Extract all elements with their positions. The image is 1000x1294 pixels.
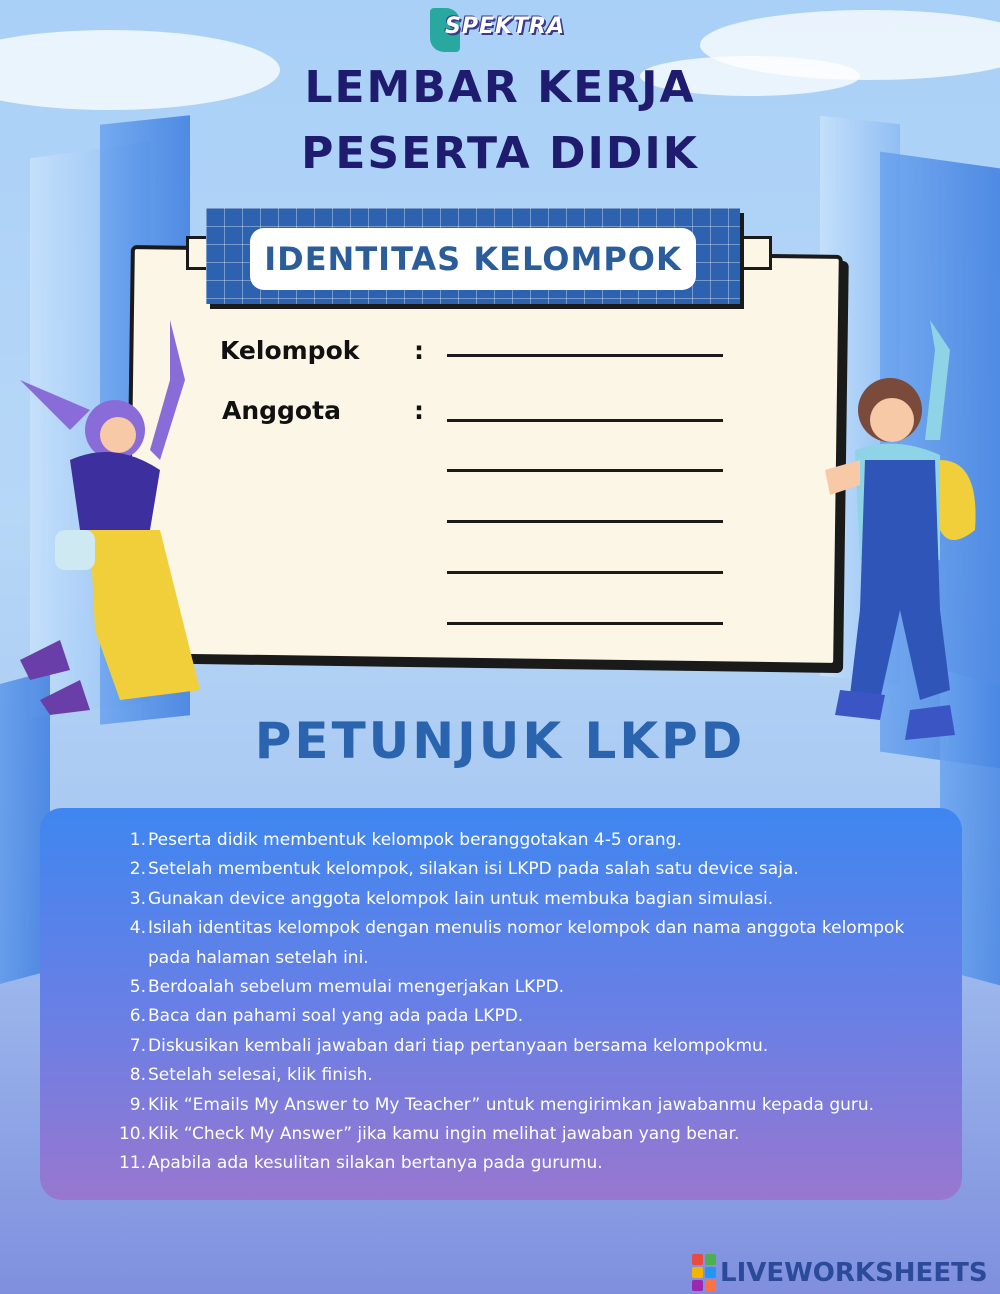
liveworksheets-text: LIVEWORKSHEETS xyxy=(720,1257,988,1288)
instructions-list xyxy=(108,826,928,1179)
instruction-item xyxy=(108,973,928,1002)
group-label: Kelompok xyxy=(220,336,360,365)
instruction-number: 7. xyxy=(129,1035,146,1056)
instruction-text: Isilah identitas kelompok dengan menulis nomor kelompok dan nama anggota kelompok pada halaman setelah ini. xyxy=(148,918,905,968)
instruction-text: Klik “Check My Answer” jika kamu ingin melihat jawaban yang benar. xyxy=(148,1124,740,1145)
instruction-item xyxy=(108,826,928,855)
instruction-number: 10. xyxy=(118,1124,146,1145)
identity-card xyxy=(125,245,843,667)
members-label: Anggota xyxy=(222,396,341,425)
instruction-text: Berdoalah sebelum memulai mengerjakan LKPD. xyxy=(148,977,565,998)
instruction-text: Peserta didik membentuk kelompok beranggotakan 4-5 orang. xyxy=(148,830,682,850)
instruction-number: 6. xyxy=(129,1006,146,1027)
member-input-line-3[interactable] xyxy=(447,520,723,523)
boy-character-illustration xyxy=(800,310,1000,760)
instruction-text: Klik “Emails My Answer to My Teacher” untuk mengirimkan jawabanmu kepada guru. xyxy=(148,1094,875,1115)
page-title-line1: LEMBAR KERJA xyxy=(304,62,696,113)
instruction-item xyxy=(108,855,928,884)
spektra-logo xyxy=(430,6,580,46)
instruction-item xyxy=(108,1120,928,1149)
instruction-item xyxy=(108,1149,928,1178)
instruction-number: 9. xyxy=(129,1094,146,1115)
instruction-text: Diskusikan kembali jawaban dari tiap pertanyaan bersama kelompokmu. xyxy=(148,1035,769,1056)
group-input-line[interactable] xyxy=(447,354,723,357)
instruction-number: 5. xyxy=(129,977,146,998)
page-title-line2: PESERTA DIDIK xyxy=(301,128,699,179)
member-input-line-2[interactable] xyxy=(447,469,723,472)
instruction-text: Setelah selesai, klik finish. xyxy=(148,1065,373,1086)
instruction-item xyxy=(108,1061,928,1090)
member-input-line-4[interactable] xyxy=(447,571,723,574)
instruction-text: Baca dan pahami soal yang ada pada LKPD. xyxy=(148,1006,524,1027)
instruction-text: Gunakan device anggota kelompok lain untuk membuka bagian simulasi. xyxy=(148,888,774,909)
instruction-item xyxy=(108,1091,928,1120)
instruction-text: Apabila ada kesulitan silakan bertanya pada gurumu. xyxy=(148,1153,603,1174)
instruction-item xyxy=(108,885,928,914)
instruction-number: 4. xyxy=(129,918,146,939)
instruction-number: 2. xyxy=(129,859,146,880)
member-input-line-1[interactable] xyxy=(447,419,723,422)
instruction-item xyxy=(108,1002,928,1031)
instruction-text: Setelah membentuk kelompok, silakan isi LKPD pada salah satu device saja. xyxy=(148,859,799,880)
liveworksheets-icon xyxy=(692,1254,716,1291)
member-input-line-5[interactable] xyxy=(447,622,723,625)
instruction-number: 1. xyxy=(129,830,146,850)
logo-text: SPEKTRA xyxy=(444,13,566,39)
instructions-title: PETUNJUK LKPD xyxy=(254,712,746,770)
girl-character-illustration xyxy=(0,300,200,720)
group-colon: : xyxy=(414,336,424,365)
instruction-number: 11. xyxy=(118,1153,146,1174)
instruction-item xyxy=(108,914,928,973)
identity-banner xyxy=(206,208,740,304)
instruction-item xyxy=(108,1032,928,1061)
members-colon: : xyxy=(414,396,424,425)
instruction-number: 3. xyxy=(129,888,146,909)
liveworksheets-logo xyxy=(692,1254,988,1291)
identity-banner-title: IDENTITAS KELOMPOK xyxy=(250,228,696,290)
instruction-number: 8. xyxy=(129,1065,146,1086)
